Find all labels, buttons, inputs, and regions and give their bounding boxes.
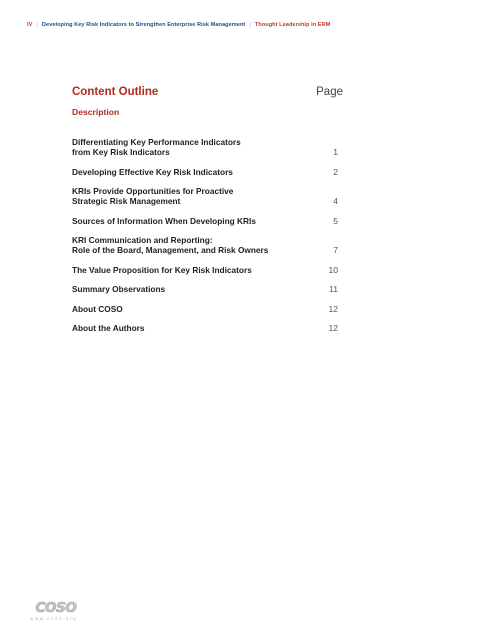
header-section-title: Thought Leadership in ERM	[254, 22, 331, 28]
toc-entry[interactable]	[72, 137, 338, 157]
toc-entry[interactable]	[72, 235, 338, 255]
toc-entry-page: 11	[329, 284, 338, 294]
description-column-heading: Description	[72, 107, 120, 117]
toc-entry[interactable]	[72, 167, 338, 177]
toc-entry-title: The Value Proposition for Key Risk Indicators	[72, 264, 252, 275]
table-of-contents	[72, 137, 338, 343]
header-separator: |	[249, 22, 251, 28]
toc-entry-title: Strategic Risk Management	[72, 196, 181, 206]
toc-entry-page: 1	[333, 147, 338, 157]
content-outline-title: Content Outline	[72, 86, 159, 98]
toc-entry-title: Role of the Board, Management, and Risk Owners	[72, 245, 269, 255]
toc-entry-title: About COSO	[72, 303, 123, 314]
header-document-title: Developing Key Risk Indicators to Strengthen Enterprise Risk Management	[41, 22, 246, 28]
coso-logo	[30, 600, 82, 614]
header-separator: |	[36, 22, 38, 28]
toc-entry-title: About the Authors	[72, 323, 145, 333]
toc-entry-page: 7	[333, 245, 338, 255]
toc-entry-title: Sources of Information When Developing KRIs	[72, 215, 256, 226]
toc-entry-page: 5	[333, 215, 338, 226]
toc-entry[interactable]	[72, 284, 338, 294]
toc-entry-title: Developing Effective Key Risk Indicators	[72, 166, 233, 177]
toc-entry-title: KRI Communication and Reporting:	[72, 235, 213, 245]
toc-entry-page: 4	[333, 196, 338, 206]
toc-entry-title: KRIs Provide Opportunities for Proactive	[72, 186, 234, 196]
toc-entry-title: from Key Risk Indicators	[72, 147, 170, 157]
toc-entry-page: 2	[333, 166, 338, 177]
toc-entry[interactable]	[72, 265, 338, 275]
toc-entry[interactable]	[72, 186, 338, 206]
toc-entry-title: Differentiating Key Performance Indicators	[72, 137, 241, 147]
toc-entry-page: 12	[328, 323, 338, 333]
toc-entry-page: 12	[328, 303, 338, 314]
page-column-heading: Page	[316, 86, 343, 98]
footer-url[interactable]: www.coso.org	[30, 616, 78, 621]
toc-entry-title: Summary Observations	[72, 284, 166, 294]
toc-entry[interactable]	[72, 323, 338, 333]
toc-entry-page: 10	[328, 264, 338, 275]
running-header	[27, 22, 330, 28]
header-page-number: IV	[27, 22, 33, 28]
coso-logo-text: COSO	[35, 600, 77, 614]
toc-entry[interactable]	[72, 216, 338, 226]
toc-entry[interactable]	[72, 304, 338, 314]
